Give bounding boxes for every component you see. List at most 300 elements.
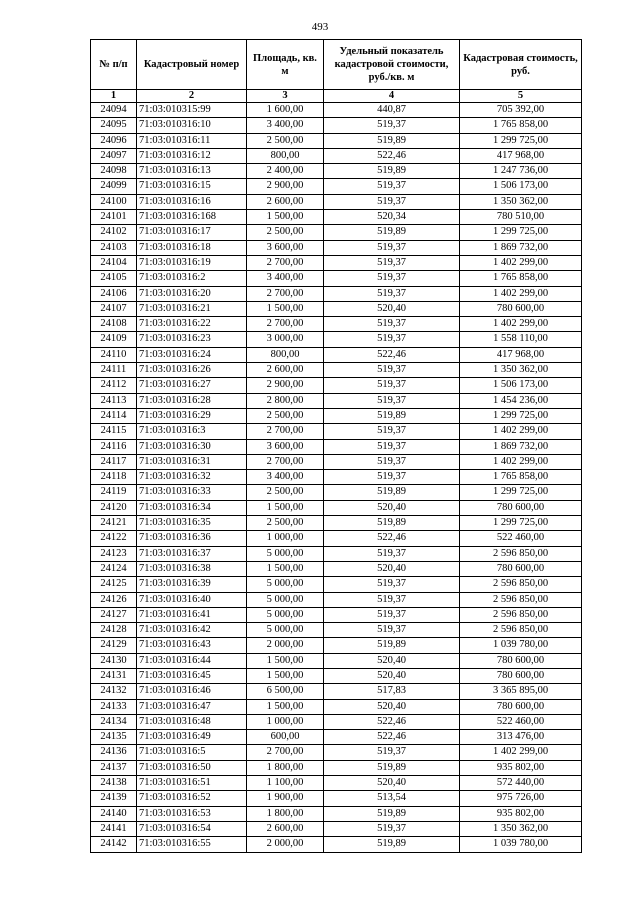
cadastral-value-cell: 1 869 732,00 xyxy=(460,439,582,454)
area-cell: 1 000,00 xyxy=(247,714,324,729)
table-row xyxy=(91,714,582,729)
table-row xyxy=(91,332,582,347)
cadastral-number-cell: 71:03:010316:50 xyxy=(137,760,247,775)
cadastral-value-cell: 1 350 362,00 xyxy=(460,821,582,836)
area-cell: 1 600,00 xyxy=(247,103,324,118)
cadastral-number-cell: 71:03:010316:51 xyxy=(137,776,247,791)
cadastral-number-cell: 71:03:010316:10 xyxy=(137,118,247,133)
area-cell: 2 000,00 xyxy=(247,638,324,653)
area-cell: 600,00 xyxy=(247,730,324,745)
specific-value-cell: 520,40 xyxy=(324,699,460,714)
specific-value-cell: 519,37 xyxy=(324,393,460,408)
row-number-cell: 24096 xyxy=(91,133,137,148)
table-row xyxy=(91,103,582,118)
table-row xyxy=(91,393,582,408)
area-cell: 2 500,00 xyxy=(247,516,324,531)
row-number-cell: 24107 xyxy=(91,301,137,316)
table-row xyxy=(91,148,582,163)
cadastral-number-cell: 71:03:010316:27 xyxy=(137,378,247,393)
cadastral-number-cell: 71:03:010316:55 xyxy=(137,837,247,852)
cadastral-value-cell: 1 299 725,00 xyxy=(460,225,582,240)
cadastral-value-cell: 1 454 236,00 xyxy=(460,393,582,408)
cadastral-value-cell: 1 402 299,00 xyxy=(460,454,582,469)
cadastral-value-cell: 935 802,00 xyxy=(460,760,582,775)
row-number-cell: 24097 xyxy=(91,148,137,163)
cadastral-value-cell: 780 510,00 xyxy=(460,210,582,225)
area-cell: 2 900,00 xyxy=(247,179,324,194)
area-cell: 2 500,00 xyxy=(247,408,324,423)
cadastral-number-cell: 71:03:010316:43 xyxy=(137,638,247,653)
table-row xyxy=(91,439,582,454)
cadastral-number-cell: 71:03:010316:21 xyxy=(137,301,247,316)
specific-value-cell: 519,37 xyxy=(324,286,460,301)
cadastral-value-cell: 1 869 732,00 xyxy=(460,240,582,255)
area-cell: 800,00 xyxy=(247,148,324,163)
page-number: 493 xyxy=(311,21,329,33)
cadastral-number-cell: 71:03:010316:37 xyxy=(137,546,247,561)
table-row xyxy=(91,546,582,561)
specific-value-cell: 519,89 xyxy=(324,760,460,775)
table-row xyxy=(91,301,582,316)
table-row xyxy=(91,653,582,668)
table-row xyxy=(91,592,582,607)
table-row xyxy=(91,286,582,301)
table-row xyxy=(91,210,582,225)
specific-value-cell: 519,37 xyxy=(324,378,460,393)
specific-value-cell: 519,89 xyxy=(324,485,460,500)
table-row xyxy=(91,806,582,821)
area-cell: 1 500,00 xyxy=(247,699,324,714)
specific-value-cell: 522,46 xyxy=(324,148,460,163)
row-number-cell: 24139 xyxy=(91,791,137,806)
cadastral-value-cell: 780 600,00 xyxy=(460,500,582,515)
table-row xyxy=(91,347,582,362)
cadastral-number-cell: 71:03:010316:46 xyxy=(137,684,247,699)
cadastral-value-cell: 2 596 850,00 xyxy=(460,592,582,607)
row-number-cell: 24123 xyxy=(91,546,137,561)
cadastral-value-cell: 1 765 858,00 xyxy=(460,271,582,286)
area-cell: 2 400,00 xyxy=(247,164,324,179)
cadastral-number-cell: 71:03:010316:17 xyxy=(137,225,247,240)
area-cell: 3 600,00 xyxy=(247,439,324,454)
specific-value-cell: 519,37 xyxy=(324,623,460,638)
row-number-cell: 24102 xyxy=(91,225,137,240)
table-row xyxy=(91,363,582,378)
table-row xyxy=(91,485,582,500)
table-row xyxy=(91,470,582,485)
area-cell: 1 900,00 xyxy=(247,791,324,806)
cadastral-value-cell: 1 247 736,00 xyxy=(460,164,582,179)
row-number-cell: 24113 xyxy=(91,393,137,408)
area-cell: 3 000,00 xyxy=(247,332,324,347)
row-number-cell: 24132 xyxy=(91,684,137,699)
area-cell: 2 600,00 xyxy=(247,821,324,836)
cadastral-value-cell: 1 299 725,00 xyxy=(460,408,582,423)
specific-value-cell: 519,37 xyxy=(324,424,460,439)
area-cell: 2 500,00 xyxy=(247,133,324,148)
specific-value-cell: 519,89 xyxy=(324,408,460,423)
cadastral-number-cell: 71:03:010316:24 xyxy=(137,347,247,362)
cadastral-value-cell: 417 968,00 xyxy=(460,148,582,163)
row-number-cell: 24116 xyxy=(91,439,137,454)
specific-value-cell: 519,37 xyxy=(324,179,460,194)
row-number-cell: 24111 xyxy=(91,363,137,378)
cadastral-value-cell: 3 365 895,00 xyxy=(460,684,582,699)
specific-value-cell: 519,37 xyxy=(324,577,460,592)
table-row xyxy=(91,378,582,393)
row-number-cell: 24140 xyxy=(91,806,137,821)
row-number-cell: 24117 xyxy=(91,454,137,469)
table-row xyxy=(91,408,582,423)
specific-value-cell: 519,89 xyxy=(324,225,460,240)
specific-value-cell: 519,37 xyxy=(324,821,460,836)
row-number-cell: 24125 xyxy=(91,577,137,592)
cadastral-value-cell: 1 558 110,00 xyxy=(460,332,582,347)
area-cell: 800,00 xyxy=(247,347,324,362)
cadastral-value-cell: 1 765 858,00 xyxy=(460,118,582,133)
specific-value-cell: 519,37 xyxy=(324,592,460,607)
table-row xyxy=(91,516,582,531)
header-cadastral-value: Кадастровая стоимость, руб. xyxy=(460,40,582,90)
cadastral-value-cell: 2 596 850,00 xyxy=(460,607,582,622)
specific-value-cell: 522,46 xyxy=(324,714,460,729)
cadastral-number-cell: 71:03:010316:168 xyxy=(137,210,247,225)
cadastral-value-cell: 1 402 299,00 xyxy=(460,255,582,270)
table-row xyxy=(91,133,582,148)
table-row xyxy=(91,194,582,209)
cadastral-value-cell: 1 402 299,00 xyxy=(460,424,582,439)
row-number-cell: 24094 xyxy=(91,103,137,118)
area-cell: 1 100,00 xyxy=(247,776,324,791)
specific-value-cell: 520,40 xyxy=(324,500,460,515)
cadastral-number-cell: 71:03:010316:44 xyxy=(137,653,247,668)
row-number-cell: 24098 xyxy=(91,164,137,179)
cadastral-value-cell: 1 506 173,00 xyxy=(460,179,582,194)
table-row xyxy=(91,225,582,240)
table-header xyxy=(91,40,582,103)
specific-value-cell: 522,46 xyxy=(324,531,460,546)
specific-value-cell: 519,37 xyxy=(324,363,460,378)
cadastral-value-cell: 1 299 725,00 xyxy=(460,133,582,148)
specific-value-cell: 519,37 xyxy=(324,439,460,454)
specific-value-cell: 519,89 xyxy=(324,516,460,531)
cadastral-number-cell: 71:03:010316:49 xyxy=(137,730,247,745)
cadastral-value-cell: 1 765 858,00 xyxy=(460,470,582,485)
cadastral-number-cell: 71:03:010316:42 xyxy=(137,623,247,638)
cadastral-value-cell: 935 802,00 xyxy=(460,806,582,821)
area-cell: 2 700,00 xyxy=(247,317,324,332)
row-number-cell: 24100 xyxy=(91,194,137,209)
cadastral-number-cell: 71:03:010316:15 xyxy=(137,179,247,194)
area-cell: 2 600,00 xyxy=(247,194,324,209)
specific-value-cell: 519,89 xyxy=(324,806,460,821)
area-cell: 5 000,00 xyxy=(247,623,324,638)
cadastral-value-table xyxy=(90,39,582,853)
cadastral-number-cell: 71:03:010316:28 xyxy=(137,393,247,408)
header-row-number: № п/п xyxy=(91,40,137,90)
cadastral-value-cell: 780 600,00 xyxy=(460,561,582,576)
area-cell: 2 600,00 xyxy=(247,363,324,378)
area-cell: 1 500,00 xyxy=(247,668,324,683)
row-number-cell: 24114 xyxy=(91,408,137,423)
table-row xyxy=(91,500,582,515)
header-specific-value: Удельный показатель кадастровой стоимости, руб./кв. м xyxy=(324,40,460,90)
specific-value-cell: 522,46 xyxy=(324,347,460,362)
column-number: 1 xyxy=(91,90,137,103)
specific-value-cell: 520,40 xyxy=(324,301,460,316)
specific-value-cell: 519,37 xyxy=(324,745,460,760)
cadastral-number-cell: 71:03:010316:32 xyxy=(137,470,247,485)
area-cell: 2 500,00 xyxy=(247,225,324,240)
specific-value-cell: 519,37 xyxy=(324,240,460,255)
row-number-cell: 24137 xyxy=(91,760,137,775)
cadastral-value-cell: 2 596 850,00 xyxy=(460,577,582,592)
cadastral-value-cell: 1 299 725,00 xyxy=(460,485,582,500)
specific-value-cell: 519,37 xyxy=(324,317,460,332)
specific-value-cell: 519,37 xyxy=(324,255,460,270)
cadastral-value-cell: 1 506 173,00 xyxy=(460,378,582,393)
table-row xyxy=(91,699,582,714)
table-body xyxy=(91,103,582,853)
specific-value-cell: 520,40 xyxy=(324,653,460,668)
table-row xyxy=(91,240,582,255)
area-cell: 3 400,00 xyxy=(247,271,324,286)
table-row xyxy=(91,271,582,286)
row-number-cell: 24119 xyxy=(91,485,137,500)
header-area: Площадь, кв. м xyxy=(247,40,324,90)
cadastral-number-cell: 71:03:010316:47 xyxy=(137,699,247,714)
area-cell: 3 400,00 xyxy=(247,118,324,133)
table-row xyxy=(91,668,582,683)
specific-value-cell: 519,89 xyxy=(324,133,460,148)
area-cell: 1 500,00 xyxy=(247,653,324,668)
table-row xyxy=(91,776,582,791)
row-number-cell: 24103 xyxy=(91,240,137,255)
specific-value-cell: 519,37 xyxy=(324,194,460,209)
row-number-cell: 24120 xyxy=(91,500,137,515)
row-number-cell: 24101 xyxy=(91,210,137,225)
cadastral-number-cell: 71:03:010316:23 xyxy=(137,332,247,347)
cadastral-number-cell: 71:03:010316:30 xyxy=(137,439,247,454)
row-number-cell: 24134 xyxy=(91,714,137,729)
table-row xyxy=(91,837,582,852)
area-cell: 5 000,00 xyxy=(247,546,324,561)
area-cell: 2 700,00 xyxy=(247,745,324,760)
column-number-row xyxy=(91,90,582,103)
row-number-cell: 24129 xyxy=(91,638,137,653)
cadastral-number-cell: 71:03:010316:52 xyxy=(137,791,247,806)
specific-value-cell: 519,89 xyxy=(324,638,460,653)
row-number-cell: 24108 xyxy=(91,317,137,332)
cadastral-number-cell: 71:03:010316:16 xyxy=(137,194,247,209)
table-row xyxy=(91,607,582,622)
row-number-cell: 24124 xyxy=(91,561,137,576)
specific-value-cell: 440,87 xyxy=(324,103,460,118)
cadastral-number-cell: 71:03:010316:11 xyxy=(137,133,247,148)
specific-value-cell: 519,89 xyxy=(324,164,460,179)
cadastral-value-cell: 1 402 299,00 xyxy=(460,286,582,301)
row-number-cell: 24141 xyxy=(91,821,137,836)
cadastral-number-cell: 71:03:010316:48 xyxy=(137,714,247,729)
area-cell: 2 700,00 xyxy=(247,255,324,270)
table-row xyxy=(91,164,582,179)
cadastral-number-cell: 71:03:010316:3 xyxy=(137,424,247,439)
table-row xyxy=(91,561,582,576)
specific-value-cell: 519,37 xyxy=(324,271,460,286)
row-number-cell: 24109 xyxy=(91,332,137,347)
row-number-cell: 24112 xyxy=(91,378,137,393)
row-number-cell: 24131 xyxy=(91,668,137,683)
cadastral-number-cell: 71:03:010316:20 xyxy=(137,286,247,301)
area-cell: 1 500,00 xyxy=(247,500,324,515)
row-number-cell: 24095 xyxy=(91,118,137,133)
area-cell: 5 000,00 xyxy=(247,592,324,607)
area-cell: 1 800,00 xyxy=(247,760,324,775)
row-number-cell: 24142 xyxy=(91,837,137,852)
header-cadastral-number: Кадастровый номер xyxy=(137,40,247,90)
cadastral-value-cell: 705 392,00 xyxy=(460,103,582,118)
row-number-cell: 24133 xyxy=(91,699,137,714)
cadastral-value-cell: 1 350 362,00 xyxy=(460,363,582,378)
row-number-cell: 24135 xyxy=(91,730,137,745)
row-number-cell: 24115 xyxy=(91,424,137,439)
area-cell: 3 600,00 xyxy=(247,240,324,255)
area-cell: 2 800,00 xyxy=(247,393,324,408)
row-number-cell: 24110 xyxy=(91,347,137,362)
cadastral-value-cell: 2 596 850,00 xyxy=(460,546,582,561)
specific-value-cell: 520,40 xyxy=(324,561,460,576)
cadastral-number-cell: 71:03:010316:41 xyxy=(137,607,247,622)
table-row xyxy=(91,638,582,653)
cadastral-value-cell: 780 600,00 xyxy=(460,301,582,316)
cadastral-number-cell: 71:03:010316:45 xyxy=(137,668,247,683)
cadastral-value-cell: 780 600,00 xyxy=(460,699,582,714)
cadastral-value-cell: 1 350 362,00 xyxy=(460,194,582,209)
cadastral-value-cell: 780 600,00 xyxy=(460,653,582,668)
specific-value-cell: 520,40 xyxy=(324,668,460,683)
row-number-cell: 24099 xyxy=(91,179,137,194)
row-number-cell: 24130 xyxy=(91,653,137,668)
cadastral-number-cell: 71:03:010316:35 xyxy=(137,516,247,531)
cadastral-value-cell: 313 476,00 xyxy=(460,730,582,745)
area-cell: 2 700,00 xyxy=(247,454,324,469)
table-row xyxy=(91,118,582,133)
area-cell: 1 500,00 xyxy=(247,561,324,576)
specific-value-cell: 513,54 xyxy=(324,791,460,806)
cadastral-value-cell: 572 440,00 xyxy=(460,776,582,791)
cadastral-number-cell: 71:03:010316:34 xyxy=(137,500,247,515)
cadastral-value-cell: 780 600,00 xyxy=(460,668,582,683)
row-number-cell: 24127 xyxy=(91,607,137,622)
row-number-cell: 24105 xyxy=(91,271,137,286)
table-row xyxy=(91,730,582,745)
table-row xyxy=(91,791,582,806)
cadastral-number-cell: 71:03:010316:5 xyxy=(137,745,247,760)
table-row xyxy=(91,424,582,439)
specific-value-cell: 519,37 xyxy=(324,332,460,347)
table-row xyxy=(91,760,582,775)
cadastral-value-cell: 1 402 299,00 xyxy=(460,745,582,760)
specific-value-cell: 519,37 xyxy=(324,607,460,622)
cadastral-number-cell: 71:03:010316:12 xyxy=(137,148,247,163)
cadastral-number-cell: 71:03:010316:40 xyxy=(137,592,247,607)
area-cell: 2 900,00 xyxy=(247,378,324,393)
cadastral-number-cell: 71:03:010316:53 xyxy=(137,806,247,821)
specific-value-cell: 519,89 xyxy=(324,837,460,852)
cadastral-number-cell: 71:03:010316:22 xyxy=(137,317,247,332)
row-number-cell: 24104 xyxy=(91,255,137,270)
cadastral-number-cell: 71:03:010316:36 xyxy=(137,531,247,546)
column-number: 5 xyxy=(460,90,582,103)
table-row xyxy=(91,623,582,638)
table-row xyxy=(91,531,582,546)
area-cell: 5 000,00 xyxy=(247,607,324,622)
cadastral-value-cell: 417 968,00 xyxy=(460,347,582,362)
row-number-cell: 24122 xyxy=(91,531,137,546)
row-number-cell: 24138 xyxy=(91,776,137,791)
column-number: 3 xyxy=(247,90,324,103)
cadastral-number-cell: 71:03:010316:39 xyxy=(137,577,247,592)
cadastral-number-cell: 71:03:010316:26 xyxy=(137,363,247,378)
table-row xyxy=(91,317,582,332)
column-number: 2 xyxy=(137,90,247,103)
cadastral-number-cell: 71:03:010316:38 xyxy=(137,561,247,576)
cadastral-number-cell: 71:03:010316:29 xyxy=(137,408,247,423)
row-number-cell: 24106 xyxy=(91,286,137,301)
cadastral-value-cell: 1 039 780,00 xyxy=(460,638,582,653)
cadastral-number-cell: 71:03:010316:13 xyxy=(137,164,247,179)
cadastral-value-cell: 1 039 780,00 xyxy=(460,837,582,852)
cadastral-value-cell: 522 460,00 xyxy=(460,714,582,729)
cadastral-number-cell: 71:03:010316:54 xyxy=(137,821,247,836)
table-row xyxy=(91,179,582,194)
table-row xyxy=(91,821,582,836)
table-row xyxy=(91,255,582,270)
specific-value-cell: 522,46 xyxy=(324,730,460,745)
cadastral-number-cell: 71:03:010316:2 xyxy=(137,271,247,286)
area-cell: 2 700,00 xyxy=(247,286,324,301)
specific-value-cell: 519,37 xyxy=(324,454,460,469)
table-row xyxy=(91,684,582,699)
row-number-cell: 24121 xyxy=(91,516,137,531)
header-row xyxy=(91,40,582,90)
area-cell: 5 000,00 xyxy=(247,577,324,592)
area-cell: 1 500,00 xyxy=(247,210,324,225)
table-row xyxy=(91,745,582,760)
cadastral-number-cell: 71:03:010316:31 xyxy=(137,454,247,469)
cadastral-value-cell: 975 726,00 xyxy=(460,791,582,806)
cadastral-number-cell: 71:03:010316:33 xyxy=(137,485,247,500)
row-number-cell: 24126 xyxy=(91,592,137,607)
area-cell: 1 500,00 xyxy=(247,301,324,316)
cadastral-number-cell: 71:03:010316:18 xyxy=(137,240,247,255)
area-cell: 2 000,00 xyxy=(247,837,324,852)
specific-value-cell: 519,37 xyxy=(324,118,460,133)
table-row xyxy=(91,577,582,592)
area-cell: 1 800,00 xyxy=(247,806,324,821)
cadastral-number-cell: 71:03:010315:99 xyxy=(137,103,247,118)
cadastral-value-cell: 522 460,00 xyxy=(460,531,582,546)
specific-value-cell: 519,37 xyxy=(324,470,460,485)
area-cell: 6 500,00 xyxy=(247,684,324,699)
area-cell: 2 700,00 xyxy=(247,424,324,439)
specific-value-cell: 520,34 xyxy=(324,210,460,225)
specific-value-cell: 517,83 xyxy=(324,684,460,699)
cadastral-value-cell: 2 596 850,00 xyxy=(460,623,582,638)
cadastral-value-cell: 1 299 725,00 xyxy=(460,516,582,531)
cadastral-value-cell: 1 402 299,00 xyxy=(460,317,582,332)
table-row xyxy=(91,454,582,469)
